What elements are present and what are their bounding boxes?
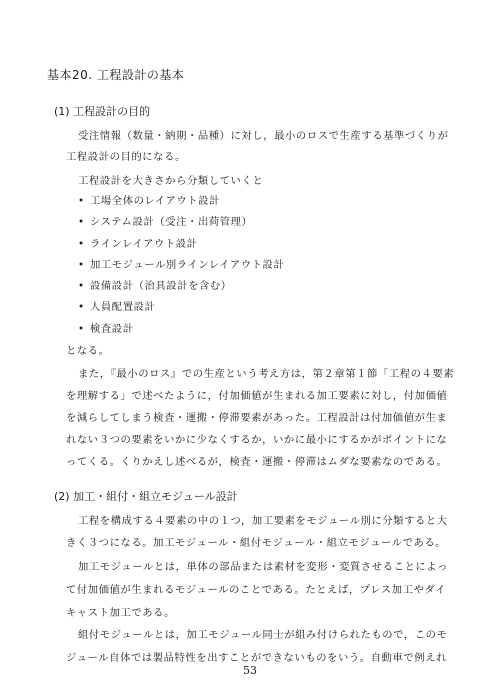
bullet-item: • 加工モジュール別ラインレイアウト設計 bbox=[78, 259, 285, 271]
bullet-item: • ラインレイアウト設計 bbox=[78, 238, 198, 250]
bullet-item: • システム設計（受注・出荷管理） bbox=[78, 216, 253, 228]
bullet-dot-icon: • bbox=[78, 301, 85, 313]
bullet-item: • 工場全体のレイアウト設計 bbox=[78, 195, 220, 207]
bullet-dot-icon: • bbox=[78, 259, 85, 271]
bullet-dot-icon: • bbox=[78, 323, 85, 335]
section-1-para-1-line-1: 受注情報（数量・納期・品種）に対し，最小のロスで生産する基準づくりが bbox=[78, 130, 449, 142]
section-2-heading: (2) 加工・組付・組立モジュール設計 bbox=[54, 490, 238, 503]
bullet-dot-icon: • bbox=[78, 280, 85, 292]
section-2-para-2-line-1: 加工モジュールとは，単体の部品または素材を変形・変質させることによっ bbox=[78, 561, 449, 573]
section-2-para-3-line-2: ジュール自体では製品特性を出すことができないものをいう。自動車で例えれ bbox=[66, 652, 447, 664]
section-1-para-2-line-1: また，『最小のロス』での生産という考え方は，第２章第１節「工程の４要素 bbox=[78, 368, 455, 380]
bullet-item: • 検査設計 bbox=[78, 323, 134, 335]
section-1-para-2-line-5: ってくる。くりかえし述べるが，検査・運搬・停滞はムダな要素なのである。 bbox=[66, 456, 448, 468]
bullet-dot-icon: • bbox=[78, 216, 85, 228]
section-2-para-2-line-2: て付加価値が生まれるモジュールのことである。たとえば，プレス加工やダイ bbox=[66, 584, 447, 596]
page-title: 基本20. 工程設計の基本 bbox=[47, 68, 185, 82]
section-2-para-2-line-3: キャスト加工である。 bbox=[66, 607, 175, 619]
section-1-closing: となる。 bbox=[66, 345, 110, 357]
section-1-para-2-line-4: れない３つの要素をいかに少なくするか，いかに最小にするかがポイントにな bbox=[66, 434, 448, 446]
section-2-para-3-line-1: 組付モジュールとは，加工モジュール同士が組み付けられたもので，このモ bbox=[78, 629, 448, 641]
section-1-intro: 工程設計を大きさから分類していくと bbox=[78, 175, 264, 187]
section-1-para-2-line-3: を減らしてしまう検査・運搬・停滞要素があった。工程設計は付加価値が生ま bbox=[66, 412, 448, 424]
bullet-item: • 設備設計（治具設計を含む） bbox=[78, 280, 232, 292]
section-1-para-2-line-2: を理解する」で述べたように，付加価値が生まれる加工要素に対し，付加価値 bbox=[66, 390, 448, 402]
bullet-item: • 人員配置設計 bbox=[78, 301, 156, 313]
section-1-para-1-line-2: 工程設計の目的になる。 bbox=[66, 151, 186, 163]
bullet-dot-icon: • bbox=[78, 195, 85, 207]
section-2-para-1-line-2: きく３つになる。加工モジュール・組付モジュール・組立モジュールである。 bbox=[66, 537, 447, 549]
page-number: 53 bbox=[243, 664, 257, 677]
bullet-dot-icon: • bbox=[78, 238, 85, 250]
section-1-heading: (1) 工程設計の目的 bbox=[54, 105, 151, 118]
section-2-para-1-line-1: 工程を構成する４要素の中の１つ，加工要素をモジュール別に分類すると大 bbox=[78, 515, 448, 527]
